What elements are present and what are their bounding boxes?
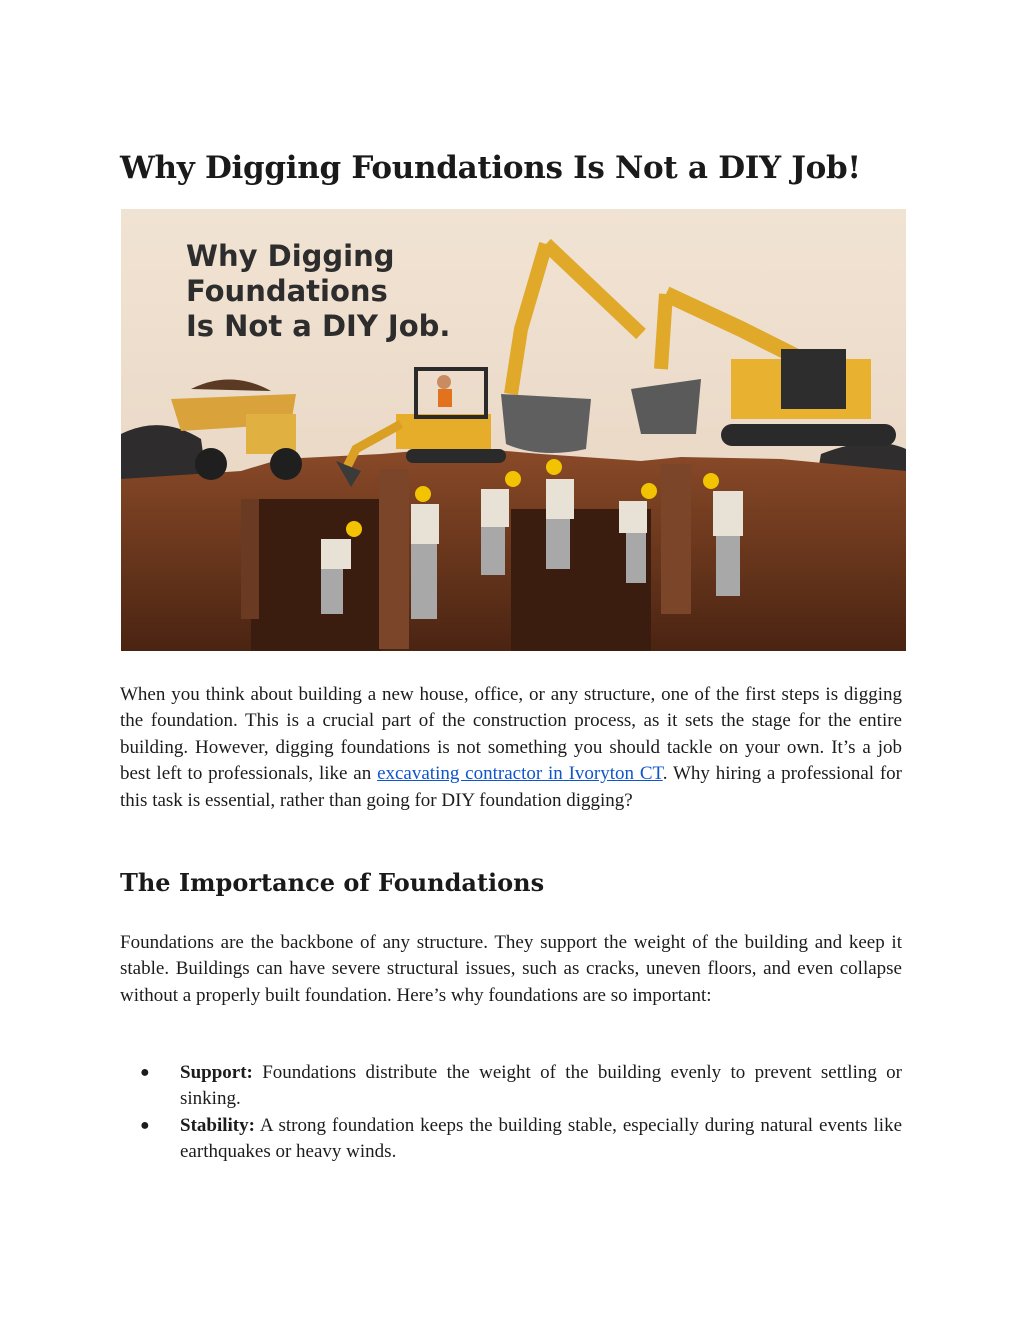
intro-text-before-link: When you think about building a new house, office, or any structure, one of the first steps is digging the foundation. This is a crucial part of the construction process, as it sets the stage for the entire building. However, digging foundations is not something you should tackle on your own. It’s a job best left to professionals, like an xyxy=(120,684,902,785)
intro-paragraph xyxy=(120,682,902,814)
bullet-text: Foundations distribute the weight of the building evenly to prevent settling or sinking. xyxy=(180,1062,902,1110)
overlay-title-line-3: Is Not a DIY Job. xyxy=(186,309,451,343)
bullet-text: A strong foundation keeps the building stable, especially during natural events like earthquakes or heavy winds. xyxy=(180,1114,902,1163)
page-title: Why Digging Foundations Is Not a DIY Job! xyxy=(120,150,861,186)
bullet-list xyxy=(120,1060,902,1166)
bullet-item-support xyxy=(120,1060,902,1113)
overlay-title-line-1: Why Digging xyxy=(186,239,395,273)
bullet-dot-icon: ● xyxy=(140,1116,150,1134)
section-heading: The Importance of Foundations xyxy=(120,868,545,897)
intro-text-after-link: . Why hiring a professional for this task is essential, rather than going for DIY foundation digging? xyxy=(120,763,903,811)
bullet-term: Support: xyxy=(180,1062,253,1083)
excavating-contractor-link[interactable]: excavating contractor in Ivoryton CT xyxy=(377,763,663,785)
hero-image xyxy=(121,209,906,651)
construction-illustration xyxy=(121,209,906,651)
section-paragraph: Foundations are the backbone of any structure. They support the weight of the building and keep it stable. Buildings can have severe structural issues, such as cracks, uneven floors, and even collapse without a properly built foundation. Here’s why foundations are so important: xyxy=(120,932,902,1006)
overlay-title-line-2: Foundations xyxy=(186,274,388,308)
bullet-item-stability xyxy=(120,1113,902,1166)
bullet-term: Stability: xyxy=(180,1114,255,1136)
bullet-dot-icon: ● xyxy=(140,1064,150,1081)
